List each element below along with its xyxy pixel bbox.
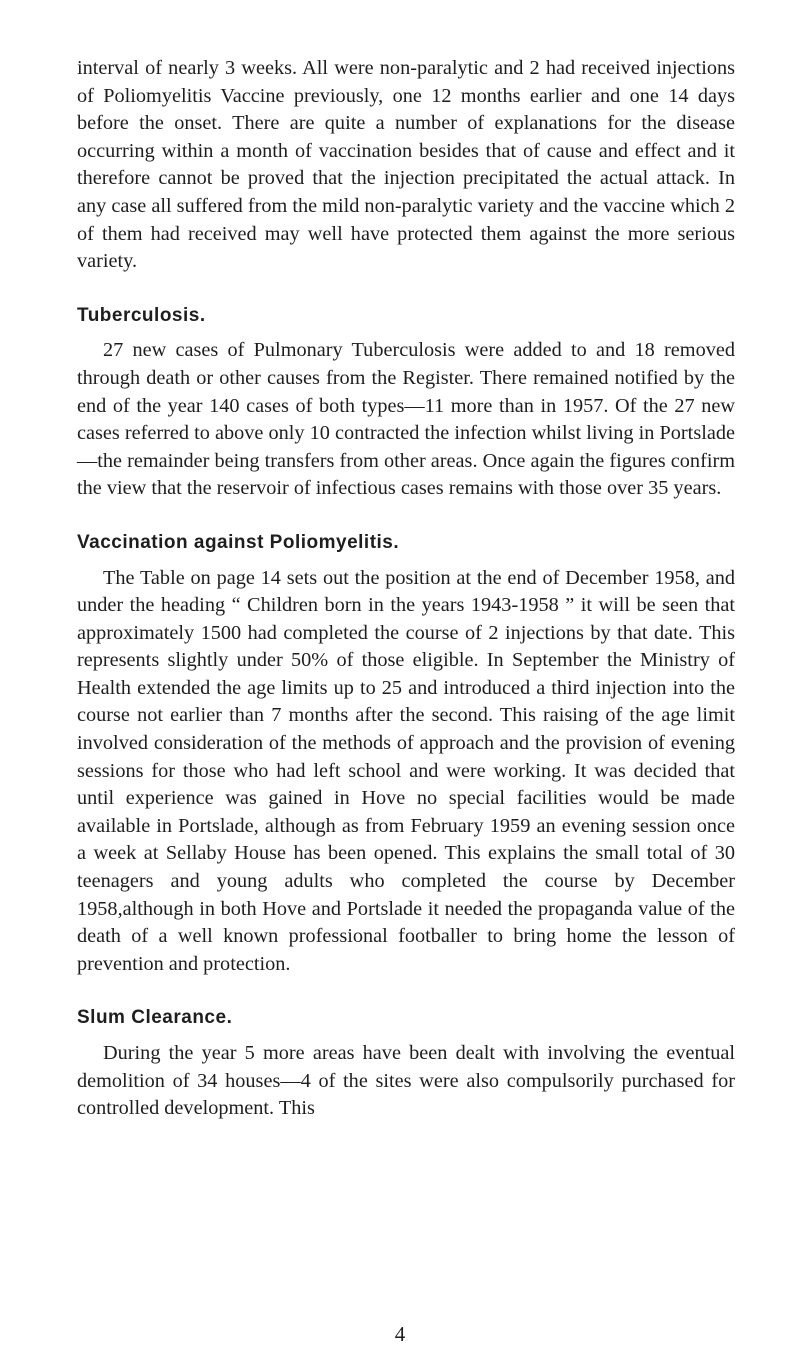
spacer (77, 978, 735, 1004)
heading-vaccination: Vaccination against Poliomyelitis. (77, 531, 400, 553)
spacer (77, 557, 735, 565)
paragraph-tuberculosis: 27 new cases of Pulmonary Tuberculosis were added to and 18 removed through death or other causes from the Register. There remained notified by the end of the year 140 cases of both types—11 more than in 1957. Of the 27 new cases referred to above only 10 contracted the infection whilst living in Portslade—the remainder being transfers from other areas. Once again the figures confirm the view that the reservoir of infectious cases remains with those over 35 years. (77, 339, 735, 500)
heading-slum-clearance: Slum Clearance. (77, 1007, 233, 1029)
document-page (77, 55, 735, 1123)
intro-paragraph: interval of nearly 3 weeks. All were non-paralytic and 2 had received injections of Poliomyelitis Vaccine previously, one 12 months earlier and one 14 days before the onset. There are quite a number of explanations for the disease occurring within a month of vaccination besides that of cause and effect and it therefore cannot be proved that the injection precipitated the actual attack. In any case all suffered from the mild non-paralytic variety and the vaccine which 2 of them had received may well have protected them against the more serious variety. (77, 57, 735, 273)
spacer (77, 1032, 735, 1040)
spacer (77, 329, 735, 337)
paragraph-vaccination: The Table on page 14 sets out the position at the end of December 1958, and under the heading “ Children born in the years 1943-1958 ” it will be seen that approximately 1500 had completed the course of 2 injections by that date. This represents slightly under 50% of those eligible. In September the Ministry of Health extended the age limits up to 25 and introduced a third injection into the course not earlier than 7 months after the second. This raising of the age limit involved consideration of the methods of approach and the provision of evening sessions for those who had left school and were working. It was decided that until experience was gained in Hove no special facilities would be made available in Portslade, although as from February 1959 an evening session once a week at Sellaby House has been opened. This explains the small total of 30 teenagers and young adults who completed the course by December 1958,although in both Hove and Portslade it needed the propaganda value of the death of a well known professional footballer to bring home the lesson of prevention and protection. (77, 566, 735, 975)
heading-tuberculosis: Tuberculosis. (77, 304, 206, 326)
paragraph-slum-clearance: During the year 5 more areas have been dealt with involving the eventual demolition of 34 houses—4 of the sites were also compulsorily purchased for controlled development. This (77, 1042, 735, 1120)
page-number: 4 (394, 1322, 406, 1346)
spacer (77, 503, 735, 529)
spacer (77, 276, 735, 302)
